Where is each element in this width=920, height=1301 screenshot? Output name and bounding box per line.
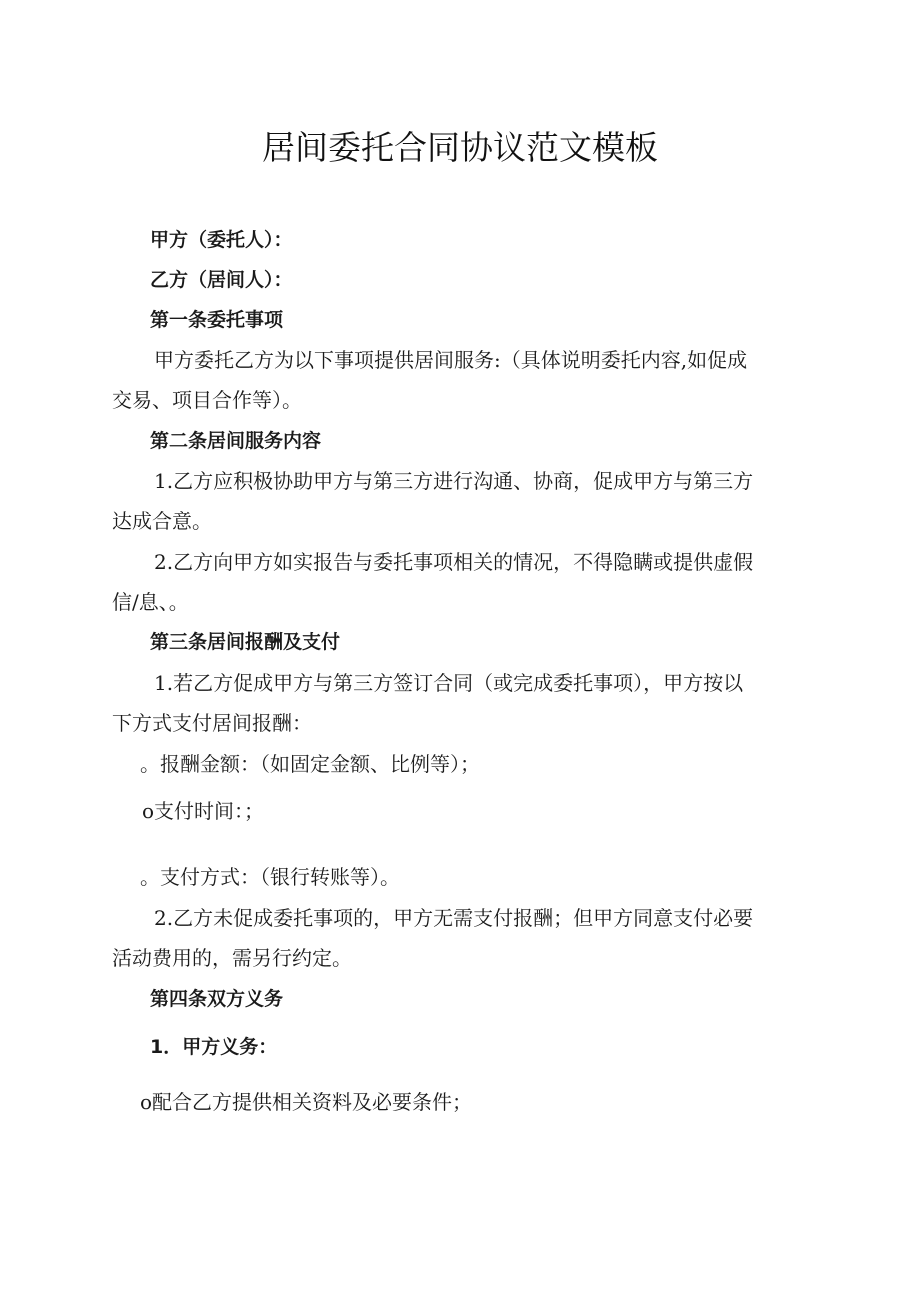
article-3-item-2-line-1: 2.乙方未促成委托事项的，甲方无需支付报酬；但甲方同意支付必要: [154, 906, 754, 930]
article-3-bullet-amount: 。报酬金额：（如固定金额、比例等）；: [140, 752, 480, 776]
article-3-bullet-method: 。支付方式：（银行转账等）。: [140, 865, 400, 889]
article-1-heading: 第一条委托事项: [150, 309, 284, 331]
article-1-text-line-2: 交易、项目合作等）。: [112, 388, 302, 412]
article-3-bullet-time: o支付时间：；: [142, 799, 265, 823]
party-a-label: 甲方（委托人）：: [150, 229, 293, 251]
article-2-item-2-line-1: 2.乙方向甲方如实报告与委托事项相关的情况，不得隐瞒或提供虚假: [154, 550, 754, 574]
party-b-label: 乙方（居间人）：: [150, 269, 293, 291]
article-2-item-2-line-2: 信/息、。: [112, 590, 189, 614]
document-title: 居间委托合同协议范文模板: [262, 128, 658, 167]
article-4-heading: 第四条双方义务: [150, 988, 284, 1010]
article-4-sub-1-heading: 1．甲方义务：: [150, 1036, 278, 1058]
article-2-item-1-line-1: 1.乙方应积极协助甲方与第三方进行沟通、协商，促成甲方与第三方: [154, 469, 754, 493]
article-1-text-line-1: 甲方委托乙方为以下事项提供居间服务:（具体说明委托内容,如促成: [154, 348, 748, 372]
article-2-heading: 第二条居间服务内容: [150, 430, 322, 452]
article-2-item-1-line-2: 达成合意。: [112, 509, 212, 533]
article-3-item-1-line-2: 下方式支付居间报酬：: [112, 711, 312, 735]
article-3-item-2-line-2: 活动费用的，需另行约定。: [112, 946, 352, 970]
article-3-item-1-line-1: 1.若乙方促成甲方与第三方签订合同（或完成委托事项），甲方按以: [154, 671, 744, 695]
article-3-heading: 第三条居间报酬及支付: [150, 631, 341, 653]
article-4-bullet-1: o配合乙方提供相关资料及必要条件；: [140, 1090, 473, 1114]
